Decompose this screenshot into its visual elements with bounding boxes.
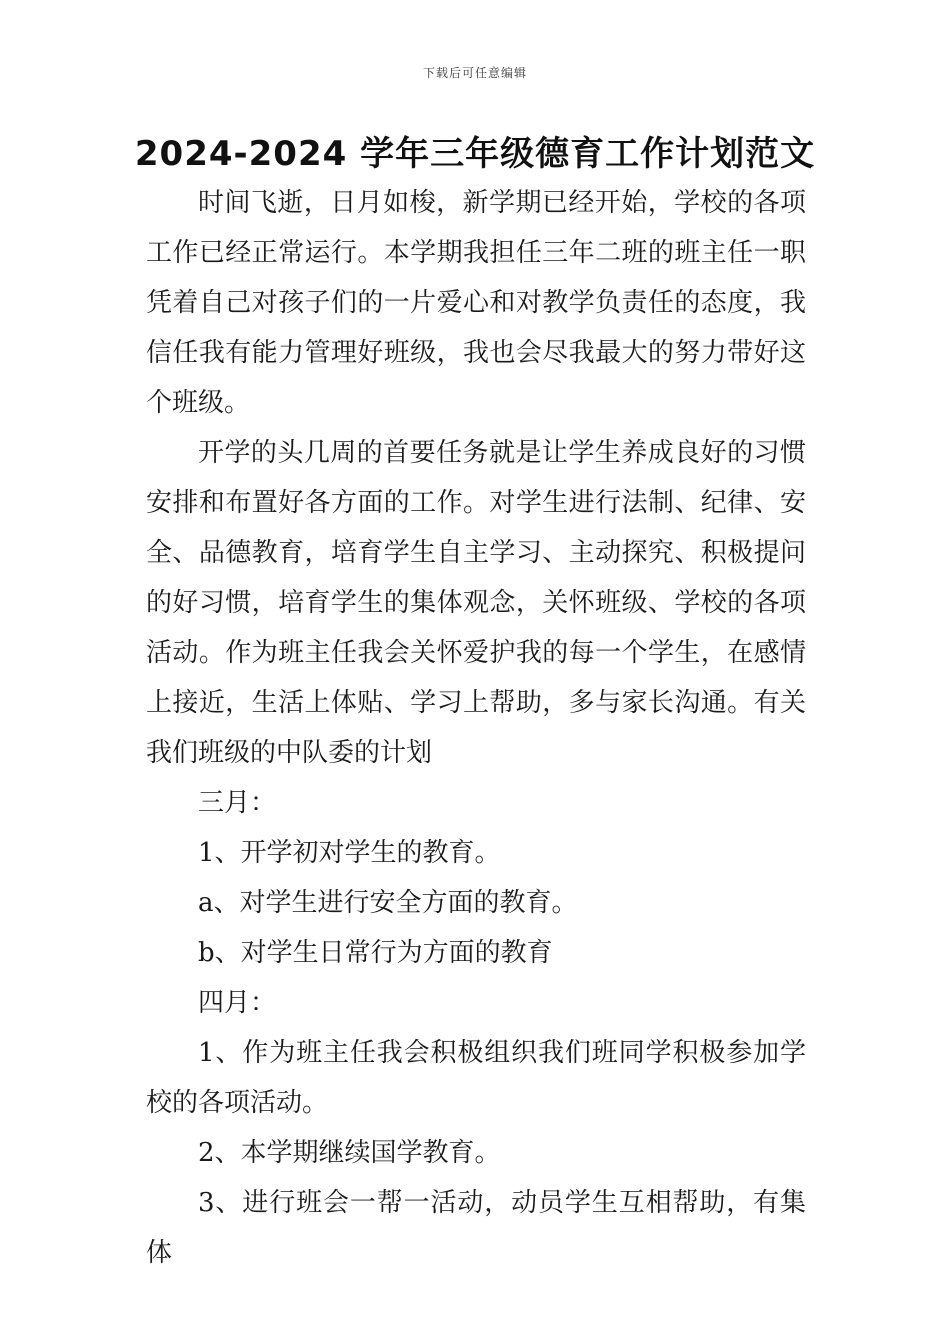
- document-body: [146, 178, 806, 1278]
- paragraph-march-item-b: b、对学生日常行为方面的教育: [198, 938, 553, 968]
- document-title: 2024-2024 学年三年级德育工作计划范文: [134, 134, 816, 174]
- paragraph-april-item-3: 3、进行班会一帮一活动，动员学生互相帮助，有集体: [146, 1188, 806, 1268]
- paragraph-intro: 时间飞逝，日月如梭，新学期已经开始，学校的各项工作已经正常运行。本学期我担任三年二班的班主任一职凭着自己对孩子们的一片爱心和对教学负责任的态度，我信任我有能力管理好班级，我也会尽我最大的努力带好这个班级。: [146, 188, 806, 418]
- paragraph-april-item-2: 2、本学期继续国学教育。: [198, 1138, 501, 1168]
- paragraph-april-heading: 四月：: [198, 988, 277, 1018]
- paragraph-march-heading: 三月：: [198, 788, 277, 818]
- paragraph-march-item-1: 1、开学初对学生的教育。: [198, 838, 501, 868]
- paragraph-april-item-1: 1、作为班主任我会积极组织我们班同学积极参加学校的各项活动。: [146, 1038, 806, 1118]
- paragraph-first-weeks: 开学的头几周的首要任务就是让学生养成良好的习惯安排和布置好各方面的工作。对学生进行法制、纪律、安全、品德教育，培育学生自主学习、主动探究、积极提问的好习惯，培育学生的集体观念，关怀班级、学校的各项活动。作为班主任我会关怀爱护我的每一个学生，在感情上接近，生活上体贴、学习上帮助，多与家长沟通。有关我们班级的中队委的计划: [146, 438, 806, 768]
- page-header-note: 下载后可任意编辑: [422, 66, 527, 80]
- paragraph-march-item-a: a、对学生进行安全方面的教育。: [198, 888, 578, 918]
